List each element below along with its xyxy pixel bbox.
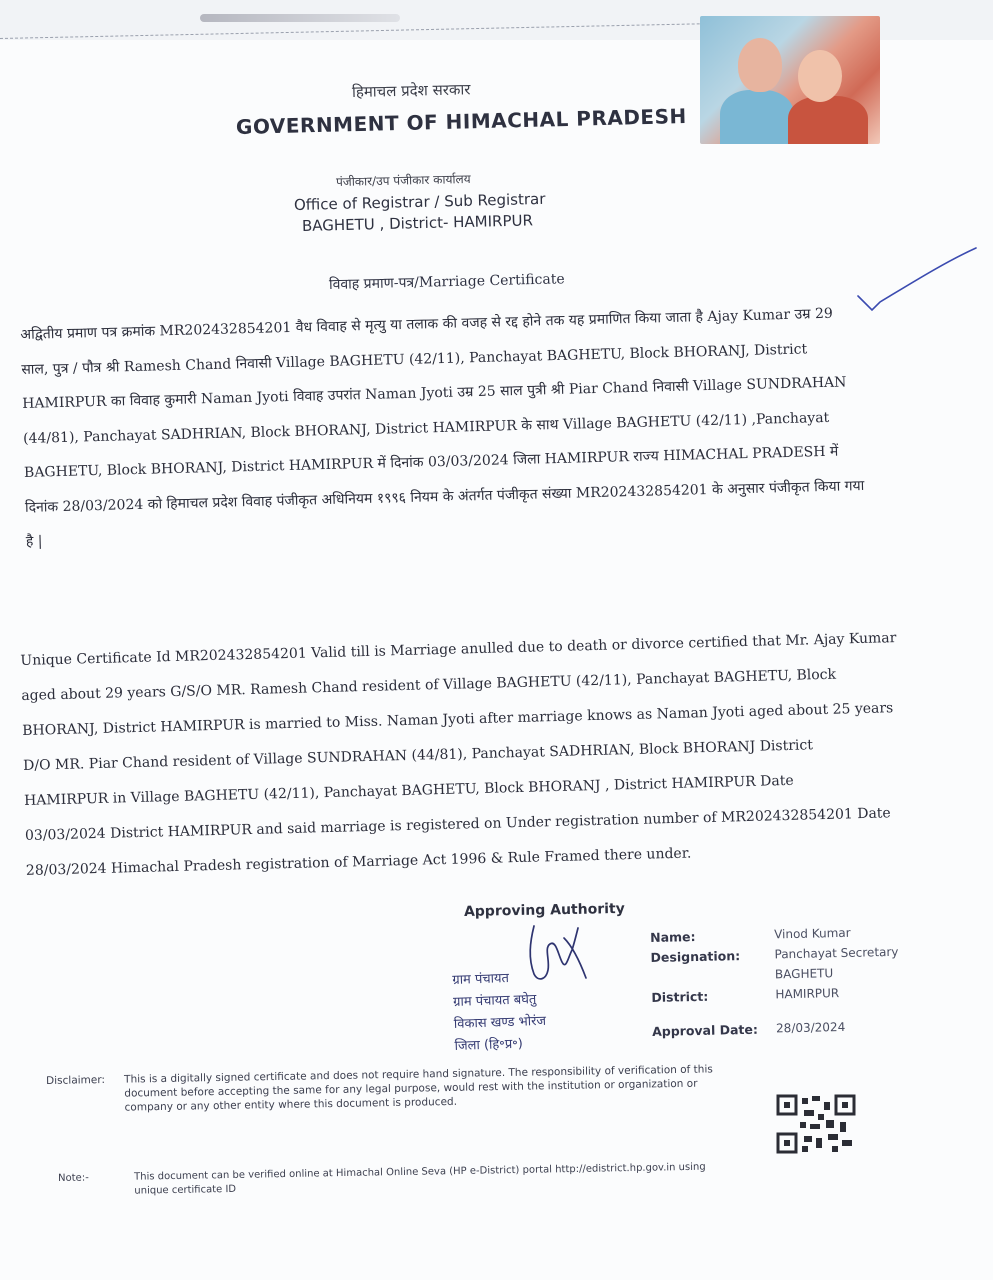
hindi-line: अद्वितीय प्रमाण पत्र क्रमांक MR202432854201 वैध विवाह से मृत्यु या तलाक की वजह से रद्द होने तक यह प्रमाणित किया जाता है Ajay Kumar उम्र 29 xyxy=(20,305,834,343)
qr-code-icon xyxy=(776,1094,856,1154)
couple-photo xyxy=(700,16,880,144)
office-location: BAGHETU , District- HAMIRPUR xyxy=(301,211,534,235)
approver-details xyxy=(650,923,982,1044)
english-paragraph xyxy=(20,619,974,889)
government-title: GOVERNMENT OF HIMACHAL PRADESH xyxy=(235,103,687,139)
note xyxy=(58,1160,738,1200)
english-line: D/O MR. Piar Chand resident of Village SUNDRAHAN (44/81), Panchayat SADHRIAN, Block BHORANJ District xyxy=(22,737,814,774)
hindi-line: BAGHETU, Block BHORANJ, District HAMIRPUR में दिनांक 03/03/2024 जिला HAMIRPUR राज्य HIMACHAL PRADESH में xyxy=(23,443,839,481)
designation-value-2: BAGHETU xyxy=(774,966,834,982)
disclaimer-label: Disclaimer: xyxy=(46,1073,106,1087)
hindi-line: दिनांक 28/03/2024 को हिमाचल प्रदेश विवाह पंजीकृत अधिनियम १९९६ नियम के अंतर्गत पंजीकृत संख्या MR202432854201 के अनुसार पंजीकृत किया गया xyxy=(24,477,865,516)
approving-authority-label: Approving Authority xyxy=(463,900,625,920)
designation-value: Panchayat Secretary xyxy=(774,944,899,962)
office-name: Office of Registrar / Sub Registrar xyxy=(293,189,546,214)
english-line: 03/03/2024 District HAMIRPUR and said marriage is registered on Under registration number of MR202432854201 Date xyxy=(24,805,891,844)
district-value: HAMIRPUR xyxy=(775,986,840,1002)
hindi-line: है | xyxy=(25,533,43,550)
approval-date-row xyxy=(652,1017,982,1044)
seal-line: ग्राम पंचायत बघेतु xyxy=(452,992,537,1010)
hindi-government-title: हिमाचल प्रदेश सरकार xyxy=(351,80,471,101)
english-line: aged about 29 years G/S/O MR. Ramesh Chand resident of Village BAGHETU (42/11), Panchayat BAGHETU, Block xyxy=(21,666,837,704)
english-line: BHORANJ, District HAMIRPUR is married to Miss. Naman Jyoti after marriage knows as Naman Jyoti aged about 25 years xyxy=(22,700,894,739)
english-line: 28/03/2024 Himachal Pradesh registration of Marriage Act 1996 & Rule Framed there under. xyxy=(25,845,692,879)
top-scribble xyxy=(200,14,400,22)
name-value: Vinod Kumar xyxy=(773,925,851,942)
hindi-line: HAMIRPUR का विवाह कुमारी Naman Jyoti विवाह उपरांत Naman Jyoti उम्र 25 साल पुत्री श्री Piar Chand निवासी Village SUNDRAHAN xyxy=(22,374,847,412)
seal-line: विकास खण्ड भोरंज xyxy=(453,1013,547,1032)
disclaimer xyxy=(46,1062,737,1116)
disclaimer-text: This is a digitally signed certificate and does not require hand signature. The responsibility of verification of this document before accepting the same for any legal purpose, would rest with the institution or organization or company or any other entity where this document is produced. xyxy=(124,1063,713,1114)
photo-person-2-clothing xyxy=(788,96,868,144)
note-text: This document can be verified online at Himachal Online Seva (HP e-District) portal http://edistrict.hp.gov.in using unique certificate ID xyxy=(134,1161,706,1197)
office-hindi: पंजीकार/उप पंजीकार कार्यालय xyxy=(335,171,471,189)
english-line: HAMIRPUR in Village BAGHETU (42/11), Panchayat BAGHETU, Block BHORANJ , District HAMIRPUR Date xyxy=(23,772,794,809)
photo-person-1-face xyxy=(738,38,782,92)
seal-line: जिला (हि॰प्र॰) xyxy=(454,1036,524,1054)
note-label: Note:- xyxy=(58,1172,89,1184)
photo-person-1-clothing xyxy=(720,90,794,144)
name-label: Name: xyxy=(650,929,696,945)
panchayat-seal xyxy=(452,963,645,1058)
designation-label: Designation: xyxy=(650,948,741,965)
approval-date-label: Approval Date: xyxy=(651,1021,759,1039)
district-label: District: xyxy=(651,988,709,1005)
certificate-title: विवाह प्रमाण-पत्र/Marriage Certificate xyxy=(328,271,565,293)
approval-date-value: 28/03/2024 xyxy=(775,1019,846,1036)
hindi-line: साल, पुत्र / पौत्र श्री Ramesh Chand निवासी Village BAGHETU (42/11), Panchayat BAGHETU, Block BHORANJ, District xyxy=(21,340,808,378)
hindi-paragraph xyxy=(20,293,974,559)
seal-line: ग्राम पंचायत xyxy=(452,971,510,988)
photo-person-2-face xyxy=(798,50,842,102)
hindi-line: (44/81), Panchayat SADHRIAN, Block BHORANJ, District HAMIRPUR के साथ Village BAGHETU (42/11) ,Panchayat xyxy=(22,409,830,447)
english-line: Unique Certificate Id MR202432854201 Valid till is Marriage anulled due to death or divorce certified that Mr. Ajay Kumar xyxy=(20,630,897,669)
